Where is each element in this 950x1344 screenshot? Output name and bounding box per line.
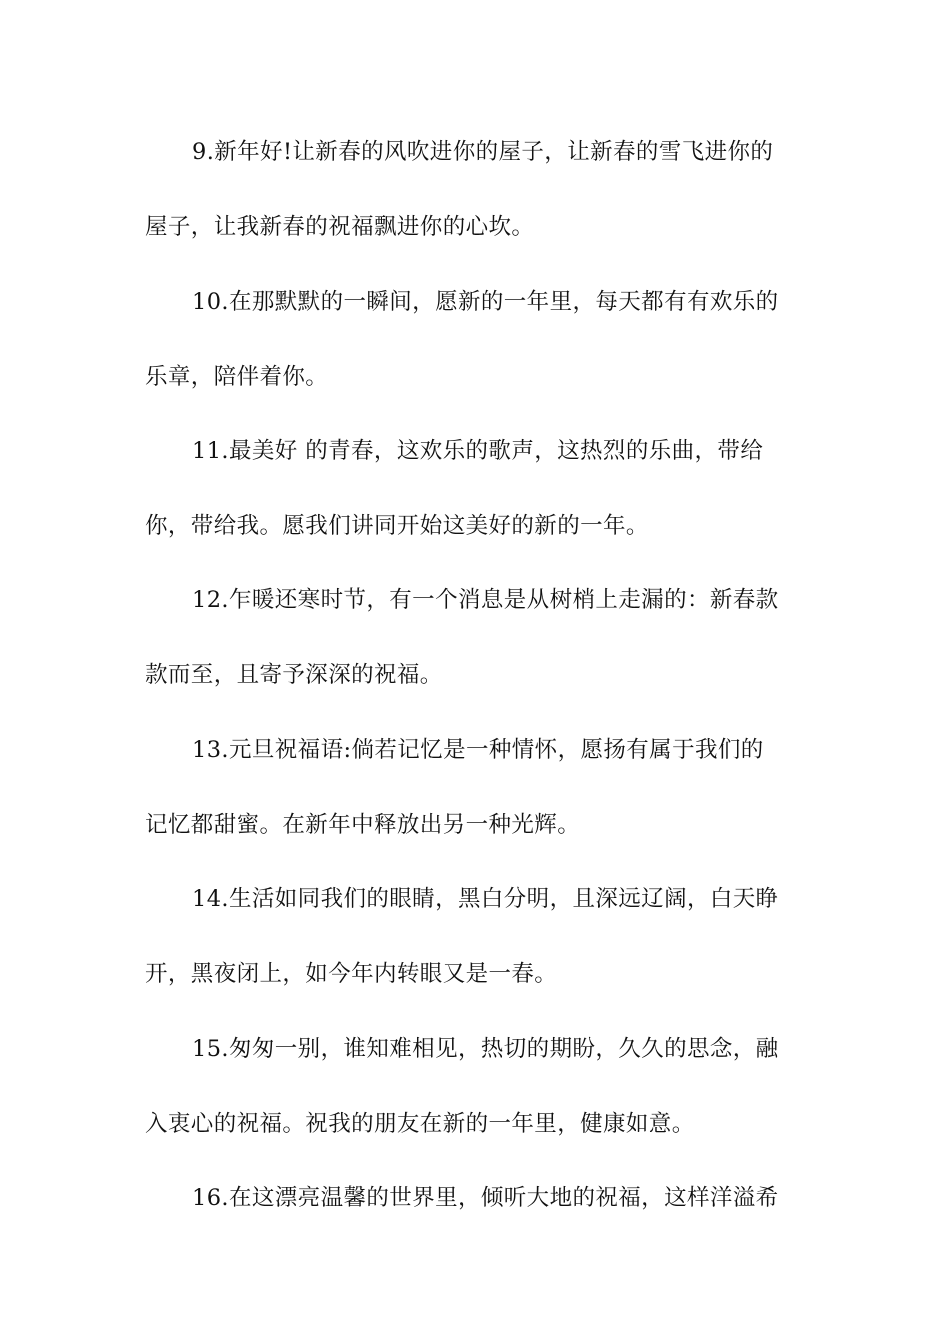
paragraph-line: 你，带给我。愿我们讲同开始这美好的新的一年。 — [145, 513, 649, 539]
paragraph-line: 开，黑夜闭上，如今年内转眼又是一春。 — [145, 961, 558, 987]
paragraph-line: 13.元旦祝福语:倘若记忆是一种情怀，愿扬有属于我们的 — [192, 737, 764, 763]
paragraph-line: 14.生活如同我们的眼睛，黑白分明，且深远辽阔，白天睁 — [192, 886, 779, 912]
paragraph-line: 15.匆匆一别，谁知难相见，热切的期盼，久久的思念，融 — [192, 1036, 779, 1062]
paragraph-line: 款而至，且寄予深深的祝福。 — [145, 662, 443, 688]
paragraph-line: 乐章，陪伴着你。 — [145, 364, 329, 390]
paragraph-line: 屋子，让我新春的祝福飘进你的心坎。 — [145, 214, 535, 240]
paragraph-line: 10.在那默默的一瞬间，愿新的一年里，每天都有有欢乐的 — [192, 289, 779, 315]
paragraph-line: 9.新年好!让新春的风吹进你的屋子，让新春的雪飞进你的 — [192, 139, 774, 165]
paragraph-line: 11.最美好 的青春，这欢乐的歌声，这热烈的乐曲，带给 — [192, 438, 764, 464]
paragraph-line: 入衷心的祝福。祝我的朋友在新的一年里，健康如意。 — [145, 1111, 695, 1137]
paragraph-line: 12.乍暖还寒时节，有一个消息是从树梢上走漏的：新春款 — [192, 587, 779, 613]
paragraph-line: 16.在这漂亮温馨的世界里，倾听大地的祝福，这样洋溢希 — [192, 1185, 779, 1211]
paragraph-line: 记忆都甜蜜。在新年中释放出另一种光辉。 — [145, 812, 581, 838]
